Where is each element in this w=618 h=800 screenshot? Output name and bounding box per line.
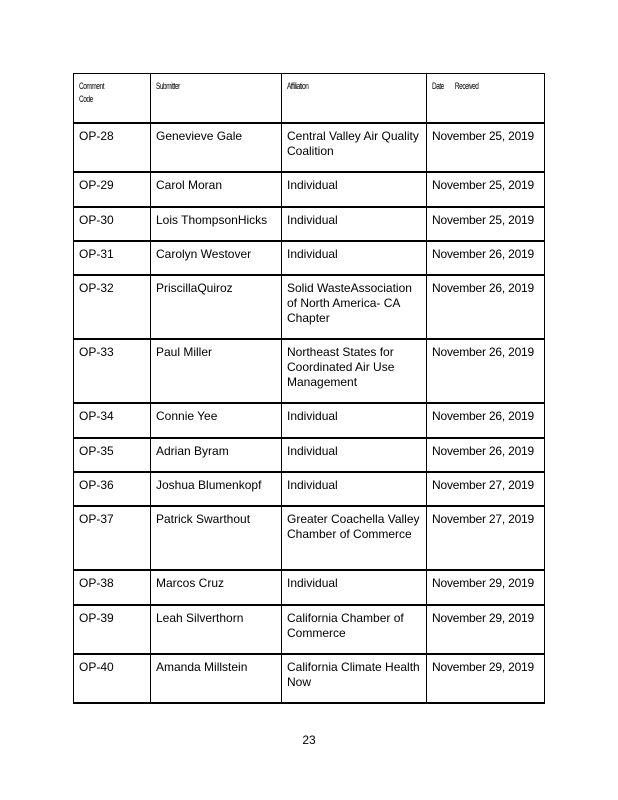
cell-comment-code: OP-32 <box>74 275 151 339</box>
cell-comment-code: OP-40 <box>74 654 151 703</box>
header-submitter: Submitter <box>151 74 282 124</box>
table-row <box>74 472 545 506</box>
cell-submitter: Leah Silverthorn <box>151 605 282 654</box>
table-row <box>74 241 545 275</box>
cell-comment-code: OP-38 <box>74 570 151 605</box>
cell-date-received: November 27, 2019 <box>427 506 545 570</box>
cell-comment-code: OP-33 <box>74 339 151 403</box>
table-row <box>74 207 545 241</box>
cell-affiliation: Individual <box>282 207 427 241</box>
cell-date-received: November 25, 2019 <box>427 207 545 241</box>
cell-affiliation: Individual <box>282 241 427 275</box>
table-body <box>74 123 545 703</box>
cell-submitter: Carolyn Westover <box>151 241 282 275</box>
table-header-row <box>74 74 545 124</box>
cell-affiliation: Individual <box>282 403 427 438</box>
cell-date-received: November 26, 2019 <box>427 339 545 403</box>
cell-date-received: November 26, 2019 <box>427 275 545 339</box>
cell-comment-code: OP-36 <box>74 472 151 506</box>
cell-submitter: Paul Miller <box>151 339 282 403</box>
cell-affiliation: Individual <box>282 472 427 506</box>
cell-submitter: Amanda Millstein <box>151 654 282 703</box>
cell-comment-code: OP-37 <box>74 506 151 570</box>
table-row <box>74 403 545 438</box>
cell-affiliation: Northeast States for Coordinated Air Use Management <box>282 339 427 403</box>
cell-affiliation: Greater Coachella Valley Chamber of Commerce <box>282 506 427 570</box>
cell-affiliation: Individual <box>282 438 427 472</box>
cell-submitter: PriscillaQuiroz <box>151 275 282 339</box>
cell-comment-code: OP-28 <box>74 123 151 172</box>
cell-date-received: November 29, 2019 <box>427 654 545 703</box>
header-date-received: Date Received <box>427 74 545 124</box>
cell-affiliation: California Climate Health Now <box>282 654 427 703</box>
table-row <box>74 275 545 339</box>
cell-comment-code: OP-29 <box>74 172 151 207</box>
cell-date-received: November 26, 2019 <box>427 403 545 438</box>
cell-submitter: Marcos Cruz <box>151 570 282 605</box>
cell-submitter: Connie Yee <box>151 403 282 438</box>
cell-date-received: November 29, 2019 <box>427 605 545 654</box>
cell-comment-code: OP-31 <box>74 241 151 275</box>
cell-affiliation: Central Valley Air Quality Coalition <box>282 123 427 172</box>
table-row <box>74 339 545 403</box>
cell-comment-code: OP-30 <box>74 207 151 241</box>
cell-date-received: November 25, 2019 <box>427 123 545 172</box>
header-comment-code: Comment Code <box>74 74 151 124</box>
cell-affiliation: Individual <box>282 570 427 605</box>
header-affiliation: Affiliation <box>282 74 427 124</box>
cell-date-received: November 26, 2019 <box>427 438 545 472</box>
table-row <box>74 654 545 703</box>
table-row <box>74 123 545 172</box>
cell-submitter: Joshua Blumenkopf <box>151 472 282 506</box>
cell-submitter: Carol Moran <box>151 172 282 207</box>
page-number: 23 <box>302 733 316 747</box>
table-header <box>74 74 545 124</box>
cell-comment-code: OP-39 <box>74 605 151 654</box>
cell-submitter: Genevieve Gale <box>151 123 282 172</box>
cell-affiliation: Individual <box>282 172 427 207</box>
cell-affiliation: Solid WasteAssociation of North America- CA Chapter <box>282 275 427 339</box>
cell-date-received: November 27, 2019 <box>427 472 545 506</box>
table-row <box>74 605 545 654</box>
cell-submitter: Adrian Byram <box>151 438 282 472</box>
cell-affiliation: California Chamber of Commerce <box>282 605 427 654</box>
table-row <box>74 570 545 605</box>
table-row <box>74 438 545 472</box>
table-row <box>74 506 545 570</box>
cell-date-received: November 29, 2019 <box>427 570 545 605</box>
cell-date-received: November 25, 2019 <box>427 172 545 207</box>
comment-table <box>73 73 545 704</box>
table-row <box>74 172 545 207</box>
cell-submitter: Patrick Swarthout <box>151 506 282 570</box>
cell-comment-code: OP-35 <box>74 438 151 472</box>
cell-date-received: November 26, 2019 <box>427 241 545 275</box>
cell-comment-code: OP-34 <box>74 403 151 438</box>
cell-submitter: Lois ThompsonHicks <box>151 207 282 241</box>
